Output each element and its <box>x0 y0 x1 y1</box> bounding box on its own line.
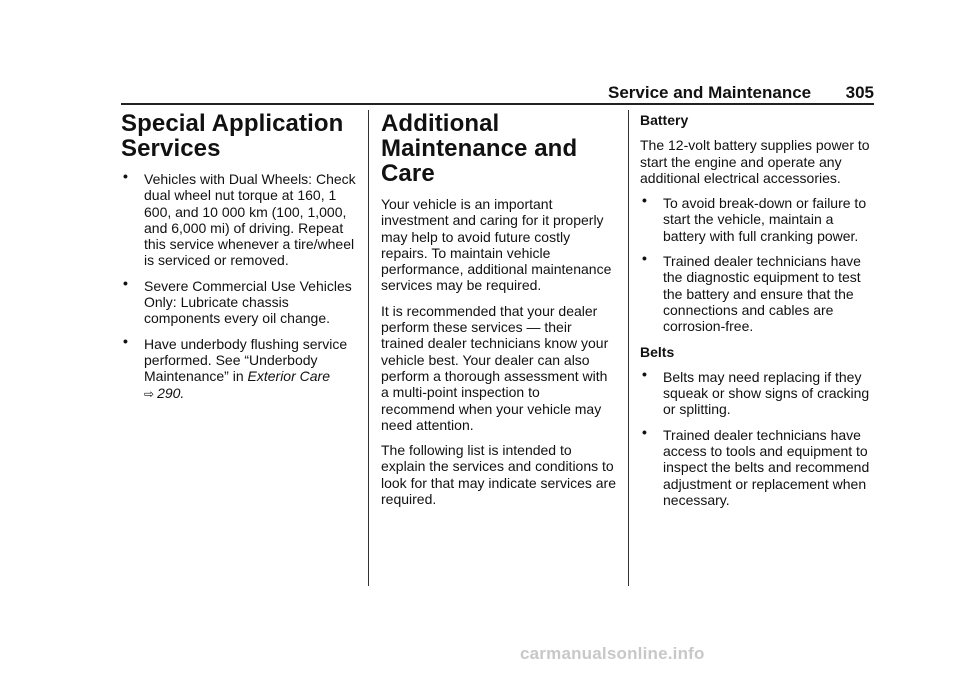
bullet-icon: • <box>642 192 647 209</box>
section-title: Service and Maintenance <box>608 83 812 102</box>
list-item <box>121 168 357 269</box>
bullet-icon: • <box>642 250 647 267</box>
cross-reference-link[interactable]: Exterior Care <box>247 368 330 385</box>
column-additional-maintenance <box>381 108 617 516</box>
list-item <box>640 250 876 335</box>
section-heading-special-application: Special Application Services <box>121 110 344 162</box>
list-item-text: Have underbody flushing service performed. See “Underbody Maintenance” in <box>144 335 348 385</box>
paragraph: Your vehicle is an important investment and caring for it properly may help to avoid future costly repairs. To maintain vehicle performance, additional maintenance services may be required. <box>381 196 612 294</box>
paragraph: The following list is intended to explain the services and conditions to look for that may indicate services are required. <box>381 442 616 508</box>
watermark: carmanualsonline.info <box>520 644 705 663</box>
paragraph: The 12-volt battery supplies power to start the engine and operate any additional electrical accessories. <box>640 137 870 186</box>
bullet-icon: • <box>123 274 128 291</box>
page-number: 305 <box>845 83 874 102</box>
list-item-text: To avoid break-down or failure to start the vehicle, maintain a battery with full cranking power. <box>663 195 867 244</box>
section-heading-additional-maintenance: Additional Maintenance and Care <box>381 110 578 187</box>
list-item-text: Vehicles with Dual Wheels: Check dual wheel nut torque at 160, 1 600, and 10 000 km (100, 1,000, and 6,000 mi) of driving. Repeat this service whenever a tire/wheel is serviced or removed. <box>144 171 356 269</box>
list-item-text: Belts may need replacing if they squeak or show signs of cracking or splitting. <box>663 368 870 418</box>
list-item <box>121 274 357 327</box>
special-application-list <box>121 168 357 402</box>
page-reference-number[interactable]: 290 <box>157 384 181 401</box>
running-header <box>608 80 874 104</box>
bullet-icon: • <box>123 168 128 184</box>
page-reference-icon: ⇨ <box>144 386 155 401</box>
subheading-battery: Battery <box>640 112 689 128</box>
belts-list <box>640 365 876 508</box>
column-special-application <box>121 108 357 411</box>
bullet-icon: • <box>642 423 647 440</box>
list-item <box>121 332 357 402</box>
bullet-icon: • <box>123 332 128 349</box>
battery-list <box>640 192 876 335</box>
list-item-text: Severe Commercial Use Vehicles Only: Lubricate chassis components every oil change. <box>144 277 352 327</box>
column-divider-1 <box>368 110 369 586</box>
header-rule <box>121 103 874 105</box>
paragraph: It is recommended that your dealer perform these services — their trained dealer technicians know your vehicle best. Your dealer can also perform a thorough assessment with a multi-point inspection to recommend when your vehicle may need attention. <box>381 302 609 433</box>
list-item-text: Trained dealer technicians have access to tools and equipment to inspect the belts and recommend adjustment or replacement when necessary. <box>663 426 870 508</box>
list-item <box>640 423 876 508</box>
column-battery-belts <box>640 112 876 517</box>
column-divider-2 <box>628 110 629 586</box>
list-item-text: Trained dealer technicians have the diagnostic equipment to test the battery and ensure that the connections and cables are corrosion-free. <box>663 253 861 335</box>
list-item <box>640 365 876 418</box>
list-item <box>640 192 876 244</box>
bullet-icon: • <box>642 365 647 382</box>
reference-period: . <box>180 384 185 401</box>
subheading-belts: Belts <box>640 343 675 360</box>
